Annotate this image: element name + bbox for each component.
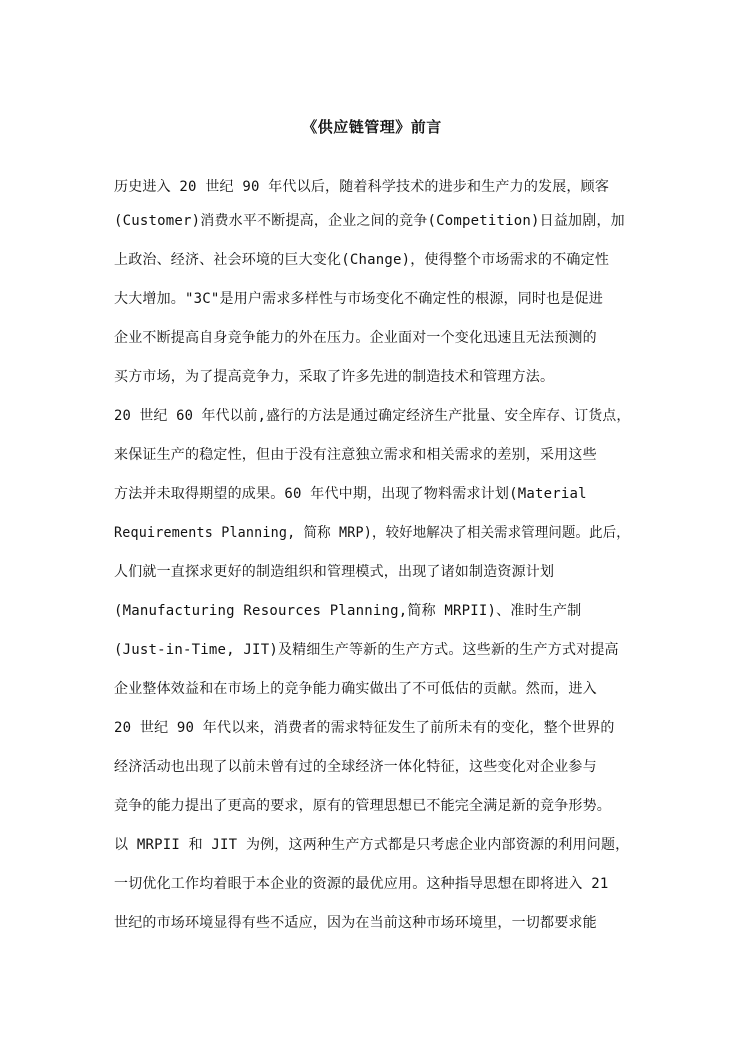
body-line: 20 世纪 90 年代以来，消费者的需求特征发生了前所未有的变化，整个世界的: [114, 720, 615, 736]
body-line: 经济活动也出现了以前未曾有过的全球经济一体化特征，这些变化对企业参与: [114, 759, 597, 775]
body-line: (Manufacturing Resources Planning,简称 MRPII)、准时生产制: [114, 603, 582, 619]
body-line: 上政治、经济、社会环境的巨大变化(Change)，使得整个市场需求的不确定性: [114, 252, 610, 268]
body-line: 企业整体效益和在市场上的竞争能力确实做出了不可低估的贡献。然而，进入: [114, 681, 597, 697]
body-line: 买方市场，为了提高竞争力，采取了许多先进的制造技术和管理方法。: [114, 369, 555, 385]
body-line: Requirements Planning, 简称 MRP)，较好地解决了相关需求管理问题。此后，: [114, 525, 630, 541]
body-line: (Customer)消费水平不断提高，企业之间的竞争(Competition)日益加剧，加: [114, 213, 625, 229]
body-line: 大大增加。"3C"是用户需求多样性与市场变化不确定性的根源，同时也是促进: [114, 291, 603, 307]
body-line: 竞争的能力提出了更高的要求，原有的管理思想已不能完全满足新的竞争形势。: [114, 798, 611, 814]
body-line: (Just-in-Time, JIT)及精细生产等新的生产方式。这些新的生产方式对提高: [114, 642, 619, 658]
body-line: 以 MRPII 和 JIT 为例，这两种生产方式都是只考虑企业内部资源的利用问题，: [114, 837, 630, 853]
body-line: 来保证生产的稳定性，但由于没有注意独立需求和相关需求的差别，采用这些: [114, 447, 597, 463]
body-line: 方法并未取得期望的成果。60 年代中期，出现了物料需求计划(Material: [114, 486, 587, 502]
document-title: 《供应链管理》前言: [302, 118, 442, 136]
body-line: 世纪的市场环境显得有些不适应，因为在当前这种市场环境里，一切都要求能: [114, 915, 597, 931]
body-line: 一切优化工作均着眼于本企业的资源的最优应用。这种指导思想在即将进入 21: [114, 876, 609, 892]
body-line: 历史进入 20 世纪 90 年代以后，随着科学技术的进步和生产力的发展，顾客: [114, 179, 610, 195]
body-line: 企业不断提高自身竞争能力的外在压力。企业面对一个变化迅速且无法预测的: [114, 330, 597, 346]
body-line: 20 世纪 60 年代以前,盛行的方法是通过确定经济生产批量、安全库存、订货点，: [114, 408, 631, 424]
body-line: 人们就一直探求更好的制造组织和管理模式，出现了诸如制造资源计划: [114, 564, 555, 580]
